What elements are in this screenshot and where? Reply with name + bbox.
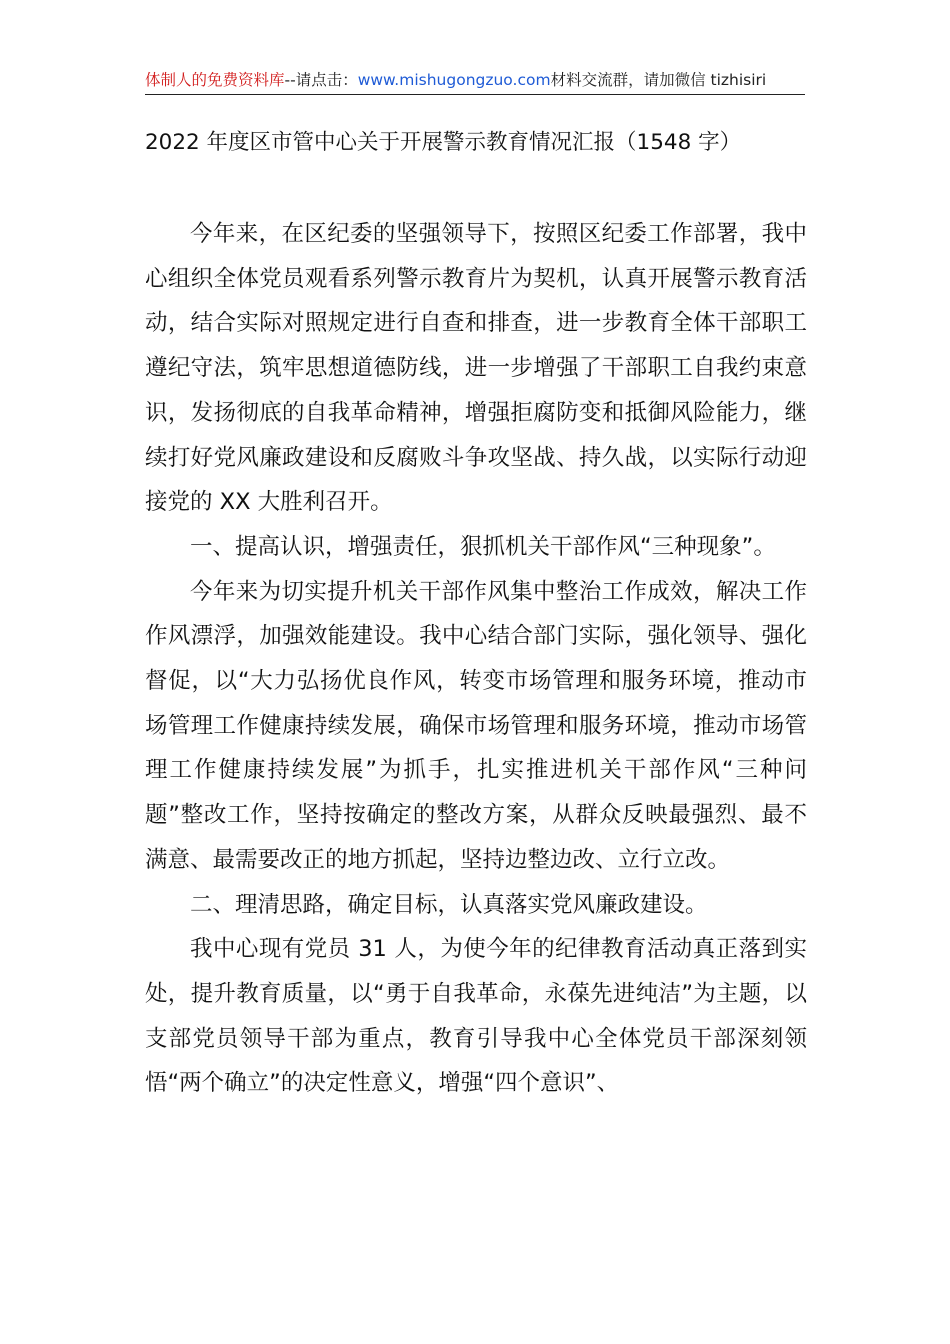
section-heading-one: 一、提高认识，增强责任，狠抓机关干部作风“三种现象”。 xyxy=(190,533,776,560)
header-website-link[interactable]: www.mishugongzuo.com xyxy=(357,71,551,89)
page-header xyxy=(145,66,805,95)
document-body xyxy=(145,212,807,1106)
header-brand: 体制人的免费资料库 xyxy=(145,71,285,89)
paragraph-intro: 今年来，在区纪委的坚强领导下，按照区纪委工作部署，我中心组织全体党员观看系列警示教育片为契机，认真开展警示教育活动，结合实际对照规定进行自查和排查，进一步教育全体干部职工遵纪守法，筑牢思想道德防线，进一步增强了干部职工自我约束意识，发扬彻底的自我革命精神，增强拒腐防变和抵御风险能力，继续打好党风廉政建设和反腐败斗争攻坚战、持久战，以实际行动迎接党的 XX 大胜利召开。 xyxy=(145,221,807,516)
document-title: 2022 年度区市管中心关于开展警示教育情况汇报（1548 字） xyxy=(145,130,742,155)
paragraph-section-one: 今年来为切实提升机关干部作风集中整治工作成效，解决工作作风漂浮，加强效能建设。我中心结合部门实际，强化领导、强化督促，以“大力弘扬优良作风，转变市场管理和服务环境，推动市场管理工作健康持续发展，确保市场管理和服务环境，推动市场管理工作健康持续发展”为抓手，扎实推进机关干部作风“三种问题”整改工作，坚持按确定的整改方案，从群众反映最强烈、最不满意、最需要改正的地方抓起，坚持边整边改、立行立改。 xyxy=(145,578,807,873)
section-heading-two: 二、理清思路，确定目标，认真落实党风廉政建设。 xyxy=(190,891,708,918)
header-separator: --请点击： xyxy=(284,71,358,89)
paragraph-section-two: 我中心现有党员 31 人，为使今年的纪律教育活动真正落到实处，提升教育质量，以“勇于自我革命，永葆先进纯洁”为主题，以支部党员领导干部为重点，教育引导我中心全体党员干部深刻领悟“两个确立”的决定性意义，增强“四个意识”、 xyxy=(145,936,807,1097)
header-contact-note: 材料交流群，请加微信 tizhisiri xyxy=(550,71,767,89)
